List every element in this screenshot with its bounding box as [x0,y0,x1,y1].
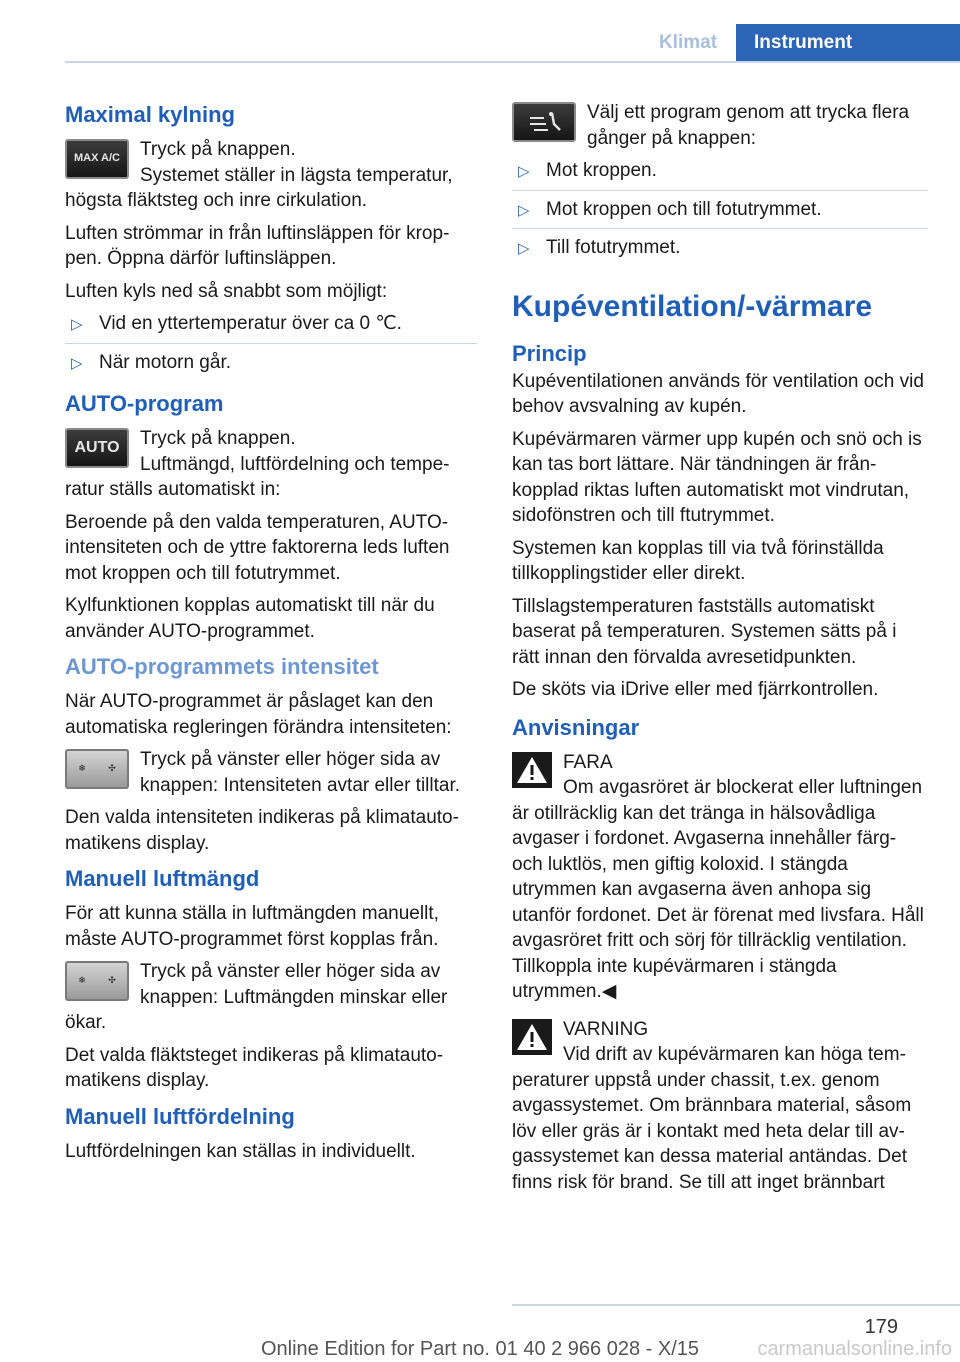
program-bullets [512,158,928,267]
bullet-triangle-icon: ▷ [518,163,530,180]
princip-para: Systemen kan kopplas till via två förinställda tillkopplingstider eller direkt. [512,537,884,584]
section-title: Kupéventilation/-värmare [512,289,873,323]
warning-triangle-icon [512,1019,552,1055]
auto-para-1: Beroende på den valda temperaturen, AUTO-intensiteten och de yttre faktorerna leds luften mot kroppen och till fotutrymmet. [65,511,450,584]
fan-rocker-button-icon: ❄ ✣ [65,961,129,1001]
warning-triangle-icon [512,752,552,788]
manual-air-instruction [65,959,477,1036]
danger-text: Om avgasröret är blockerat eller luftningen är otillräcklig kan det tränga in hälsovådliga avgaser i fordonet. Avgaserna innehåller färg- och luktlös, men giftig koloxid. I stängda utrymmen kan avgaserna även anhopa sig utanför fordonet. Det är förenat med livsfara. Håll avgasröret fritt och sörj för tillräcklig ventilation. Tillkoppla inte kupévärmaren i stängda utrymmen.◀ [512,777,924,1002]
warning-note [512,1017,928,1196]
intensity-para-1: När AUTO-programmet är påslaget kan den automatiska regleringen förändra intensiteten: [65,691,452,738]
max-cooling-para-1: Luften strömmar in från luftinsläppen för kroppen. Öppna därför luftinsläppen. [65,222,450,269]
fan-rocker-button-icon: ❄ ✣ [65,749,129,789]
seat-airflow-icon [524,110,564,134]
list-item: ▷ Till fotutrymmet. [512,235,928,267]
tab-klimat: Klimat [658,32,718,53]
auto-line-1: Tryck på knappen. [140,428,296,449]
max-ac-line-2: Systemet ställer in lägsta temperatur, högsta fläktsteg och inre cirkulation. [65,164,453,211]
program-instruction [512,100,928,151]
manual-air-para-1: För att kunna ställa in luftmängden manuellt, måste AUTO-programmet först kopplas från. [65,903,439,950]
max-cooling-bullets [65,311,477,381]
right-column [512,100,928,1202]
max-ac-instruction [65,137,477,214]
intensity-instruction [65,747,477,798]
heading-auto-intensity: AUTO-programmets intensitet [65,654,379,679]
princip-para: De sköts via iDrive eller med fjärrkontrollen. [512,679,879,700]
bullet-triangle-icon: ▷ [518,201,530,219]
princip-para: Kupévärmaren värmer upp kupén och snö och is kan tas bort lättare. När tändningen är frånkopplad riktas luften automatiskt mot vindrutan, sidofönstren och till ftutrymmet. [512,428,922,526]
watermark: carmanualsonline.info [757,1338,952,1360]
manual-dist-para-1: Luftfördelningen kan ställas in individuellt. [65,1140,416,1162]
footer-rule [512,1304,960,1306]
list-item: ▷ När motorn går. [65,350,477,382]
warning-label: VARNING [563,1018,649,1040]
list-item: ▷ Mot kroppen. [512,158,928,191]
heading-manual-distribution: Manuell luftfördelning [65,1103,295,1129]
bullet-triangle-icon: ▷ [71,354,83,372]
auto-button-icon: AUTO [65,428,129,468]
bullet-triangle-icon: ▷ [71,316,83,333]
page-number: 179 [864,1316,898,1338]
left-column [65,100,477,1171]
intensity-icon-text: Tryck på vänster eller höger sida av knappen: Intensiteten avtar eller tilltar. [140,749,461,796]
auto-para-2: Kylfunktionen kopplas automatiskt till när du använder AUTO-programmet. [65,595,435,642]
heading-auto-program: AUTO-program [65,391,224,416]
auto-line-2: Luftmängd, luftfördelning och temperatur ställs automatiskt in: [65,453,450,500]
danger-note [512,750,928,1005]
heading-max-cooling: Maximal kylning [65,102,235,127]
heading-princip: Princip [512,340,587,366]
danger-label: FARA [563,751,613,773]
tab-instrument: Instrument [736,24,960,62]
warning-text: Vid drift av kupévärmaren kan höga temperaturer uppstå under chassit, t.ex. genom avgassystemet. Om brännbara material, såsom löv eller gräs är i kontakt med heta delar till avgassystemet kan dessa material antändas. Det finns risk för brand. Se till att inget brännbart [512,1044,912,1193]
header-rule [65,61,960,63]
air-distribution-button-icon [512,102,576,142]
list-item: ▷ Vid en yttertemperatur över ca 0 ℃. [65,311,477,344]
intensity-para-2: Den valda intensiteten indikeras på klimatautomatikens display. [65,807,459,854]
list-item: ▷ Mot kroppen och till fotutrymmet. [512,197,928,230]
edition-text: Online Edition for Part no. 01 40 2 966 028 - X/15 [260,1338,700,1360]
max-ac-button-icon: MAX A/C [65,139,129,179]
princip-para: Kupéventilationen används för ventilation och vid behov avsvalning av kupén. [512,370,924,417]
heading-anvisningar: Anvisningar [512,714,640,740]
heading-manual-air: Manuell luftmängd [65,866,260,891]
bullet-triangle-icon: ▷ [518,240,530,257]
princip-para: Tillslagstemperaturen fastställs automatiskt baserat på temperaturen. Systemen sätts på i rätt innan den förvalda avresetidpunkten. [512,595,897,668]
auto-instruction [65,426,477,503]
manual-air-icon-text: Tryck på vänster eller höger sida av knappen: Luftmängden minskar eller ökar. [65,961,448,1033]
max-cooling-para-2: Luften kyls ned så snabbt som möjligt: [65,280,388,302]
manual-air-para-2: Det valda fläktsteget indikeras på klimatautomatikens display. [65,1044,444,1091]
max-ac-line-1: Tryck på knappen. [140,139,296,160]
program-text: Välj ett program genom att trycka flera gånger på knappen: [587,102,910,149]
